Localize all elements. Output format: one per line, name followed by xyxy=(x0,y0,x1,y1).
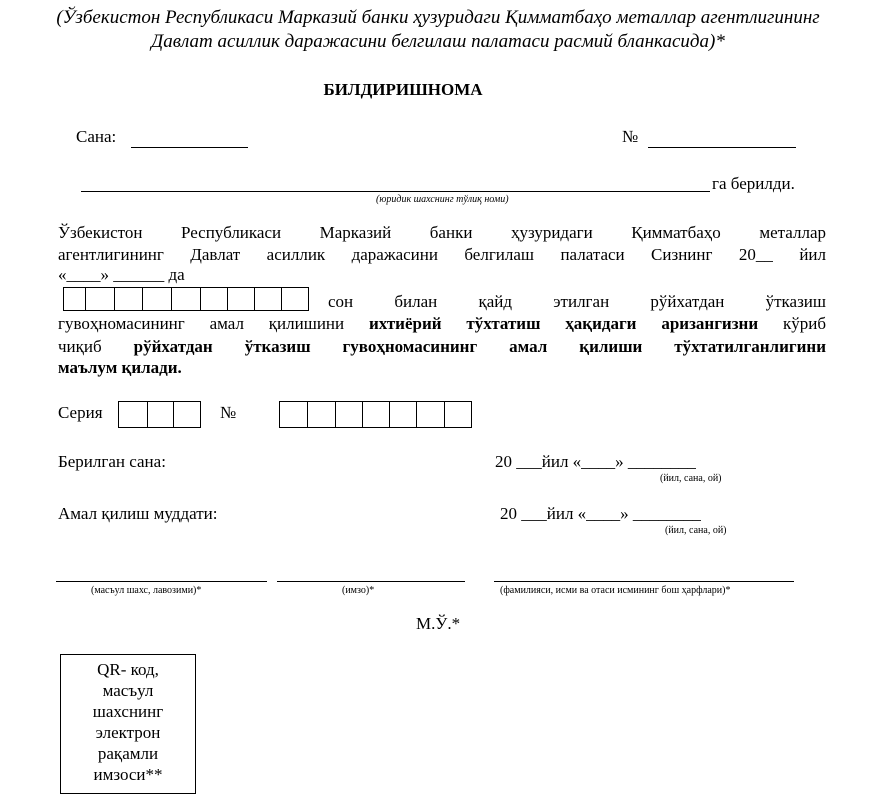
digit-box xyxy=(86,288,115,310)
qr-line-4: электрон xyxy=(95,723,161,742)
body-line-5-c: кўриб xyxy=(758,314,826,333)
digit-box xyxy=(201,288,228,310)
stamp-place: М.Ў.* xyxy=(416,614,461,633)
series-number-symbol: № xyxy=(220,403,237,422)
validity-date-value: 20 ___йил «____» ________ xyxy=(500,504,701,523)
signature-line xyxy=(277,581,465,582)
number-box xyxy=(336,402,363,427)
qr-line-6: имзоси** xyxy=(93,765,163,784)
series-label: Серия xyxy=(58,403,103,422)
number-box xyxy=(417,402,445,427)
digit-box xyxy=(228,288,255,310)
validity-label: Амал қилиш муддати: xyxy=(58,504,218,523)
signatory-name-caption: (фамилияси, исми ва отаси исмининг бош ҳарфлари)* xyxy=(500,585,731,596)
body-line-3: «____» ______ да xyxy=(58,265,185,284)
number-box xyxy=(363,402,390,427)
qr-line-5: рақамли xyxy=(97,744,159,763)
signatory-position-caption: (масъул шахс, лавозими)* xyxy=(91,585,202,596)
number-box xyxy=(390,402,417,427)
series-box xyxy=(174,402,200,427)
body-line-2: агентлигининг Давлат асиллик даражасини белгилаш палатаси Сизнинг 20__ йил xyxy=(58,245,826,264)
date-blank xyxy=(131,147,248,148)
digit-box xyxy=(172,288,201,310)
signatory-position-line xyxy=(56,581,267,582)
recipient-caption: (юридик шахснинг тўлиқ номи) xyxy=(376,194,509,205)
recipient-blank xyxy=(81,191,710,192)
qr-line-1: QR- код, xyxy=(97,660,159,679)
body-line-5-bold: ихтиёрий тўхтатиш ҳақидаги аризангизни xyxy=(368,314,759,333)
digit-box xyxy=(143,288,172,310)
number-symbol: № xyxy=(622,127,639,146)
body-line-6-bold: рўйхатдан ўтказиш гувоҳномасининг амал қилиши тўхтатилганлигини xyxy=(133,337,826,356)
body-line-7: маълум қилади. xyxy=(58,358,182,377)
body-line-6 xyxy=(58,336,826,357)
signature-caption: (имзо)* xyxy=(342,585,375,596)
qr-line-3: шахснинг xyxy=(92,702,164,721)
series-box xyxy=(119,402,148,427)
number-box xyxy=(280,402,308,427)
registration-number-boxes xyxy=(63,287,309,311)
issued-to-suffix: га берилди. xyxy=(712,174,795,193)
qr-code-box xyxy=(60,654,196,794)
date-label: Сана: xyxy=(76,127,117,146)
issued-date-caption: (йил, сана, ой) xyxy=(660,473,722,484)
series-boxes xyxy=(118,401,201,428)
issued-date-value: 20 ___йил «____» ________ xyxy=(495,452,696,471)
digit-box xyxy=(64,288,86,310)
letterhead-line-1: (Ўзбекистон Республикаси Марказий банки ҳузуридаги Қимматбаҳо металлар агентлигининг xyxy=(56,7,820,28)
number-blank xyxy=(648,147,796,148)
digit-box xyxy=(255,288,282,310)
letterhead-line-2: Давлат асиллик даражасини белгилаш палатаси расмий бланкасида)* xyxy=(151,31,725,52)
number-box xyxy=(445,402,471,427)
number-box xyxy=(308,402,336,427)
signatory-name-line xyxy=(494,581,794,582)
body-line-4: сон билан қайд этилган рўйхатдан ўтказиш xyxy=(328,292,826,311)
letterhead-note xyxy=(0,6,876,54)
qr-line-2: масъул xyxy=(102,681,154,700)
digit-box xyxy=(282,288,308,310)
body-line-1: Ўзбекистон Республикаси Марказий банки ҳузуридаги Қимматбаҳо металлар xyxy=(58,223,826,242)
document-title: БИЛДИРИШНОМА xyxy=(323,80,483,99)
body-line-5-a: гувоҳномасининг амал қилишини xyxy=(58,314,369,333)
body-line-5 xyxy=(58,313,826,334)
series-box xyxy=(148,402,174,427)
validity-date-caption: (йил, сана, ой) xyxy=(665,525,727,536)
digit-box xyxy=(115,288,143,310)
series-number-boxes xyxy=(279,401,472,428)
issued-date-label: Берилган сана: xyxy=(58,452,166,471)
body-line-6-a: чиқиб xyxy=(58,337,134,356)
